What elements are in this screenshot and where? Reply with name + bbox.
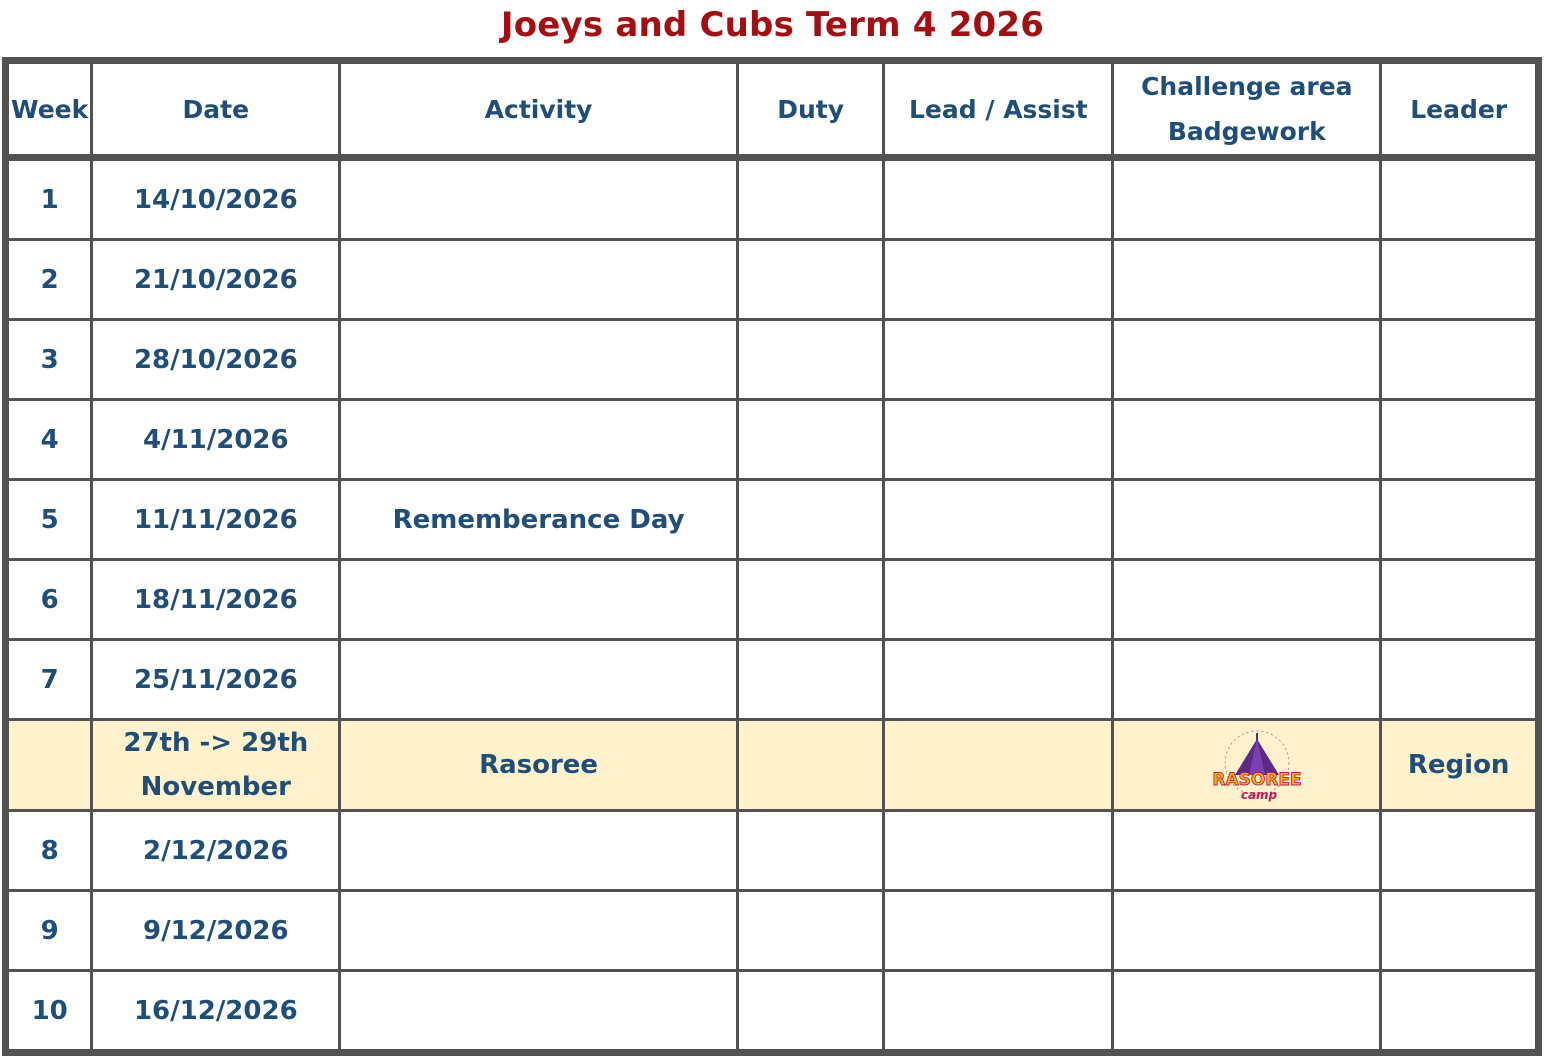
table-row (6, 400, 1539, 480)
cell-week: 9 (6, 891, 92, 971)
cell-challenge (1113, 811, 1381, 891)
cell-lead-assist (884, 971, 1113, 1053)
column-header-activity: Activity (340, 61, 738, 158)
cell-activity (340, 320, 738, 400)
cell-challenge (1113, 560, 1381, 640)
cell-challenge (1113, 480, 1381, 560)
cell-leader (1381, 400, 1539, 480)
cell-lead-assist (884, 811, 1113, 891)
cell-date: 18/11/2026 (92, 560, 340, 640)
cell-challenge (1113, 400, 1381, 480)
cell-week: 1 (6, 158, 92, 240)
cell-challenge (1113, 320, 1381, 400)
cell-date: 25/11/2026 (92, 640, 340, 720)
cell-leader (1381, 811, 1539, 891)
cell-lead-assist (884, 158, 1113, 240)
cell-leader (1381, 320, 1539, 400)
column-header-date: Date (92, 61, 340, 158)
cell-week: 10 (6, 971, 92, 1053)
cell-activity (340, 811, 738, 891)
cell-activity (340, 640, 738, 720)
column-header-challenge-line1: Challenge area (1141, 72, 1353, 101)
cell-leader (1381, 240, 1539, 320)
cell-activity (340, 400, 738, 480)
cell-duty (737, 400, 884, 480)
cell-lead-assist (884, 720, 1113, 811)
cell-date-line2: November (140, 772, 291, 802)
cell-duty (737, 720, 884, 811)
cell-leader (1381, 560, 1539, 640)
cell-challenge (1113, 240, 1381, 320)
cell-challenge (1113, 158, 1381, 240)
cell-challenge (1113, 971, 1381, 1053)
cell-lead-assist (884, 640, 1113, 720)
cell-activity (340, 891, 738, 971)
logo-text-line1: RASOREE (1212, 770, 1302, 790)
cell-lead-assist (884, 480, 1113, 560)
page-title: Joeys and Cubs Term 4 2026 (500, 5, 1045, 45)
cell-date: 28/10/2026 (92, 320, 340, 400)
cell-date: 16/12/2026 (92, 971, 340, 1053)
cell-duty (737, 240, 884, 320)
table-row (6, 811, 1539, 891)
table-row (6, 158, 1539, 240)
cell-week: 8 (6, 811, 92, 891)
logo-text-line2: camp (1240, 788, 1277, 802)
cell-activity: Rasoree (340, 720, 738, 811)
cell-challenge (1113, 891, 1381, 971)
cell-challenge (1113, 720, 1381, 811)
cell-lead-assist (884, 891, 1113, 971)
column-header-challenge-line2: Badgework (1167, 117, 1326, 146)
rasoree-camp-logo (1211, 725, 1303, 805)
cell-leader (1381, 971, 1539, 1053)
cell-leader: Region (1381, 720, 1539, 811)
term-schedule-table (2, 57, 1542, 1056)
cell-duty (737, 640, 884, 720)
cell-challenge (1113, 640, 1381, 720)
cell-lead-assist (884, 400, 1113, 480)
cell-duty (737, 891, 884, 971)
table-row (6, 640, 1539, 720)
cell-activity (340, 240, 738, 320)
table-row (6, 320, 1539, 400)
cell-leader (1381, 158, 1539, 240)
column-header-week: Week (6, 61, 92, 158)
cell-duty (737, 811, 884, 891)
cell-week: 3 (6, 320, 92, 400)
cell-week (6, 720, 92, 811)
cell-week: 2 (6, 240, 92, 320)
header-row (6, 61, 1539, 158)
cell-activity (340, 971, 738, 1053)
cell-duty (737, 560, 884, 640)
cell-date: 21/10/2026 (92, 240, 340, 320)
cell-week: 4 (6, 400, 92, 480)
cell-date-line1: 27th -> 29th (123, 728, 309, 758)
cell-date: 11/11/2026 (92, 480, 340, 560)
column-header-lead-assist: Lead / Assist (884, 61, 1113, 158)
table-row (6, 891, 1539, 971)
cell-duty (737, 971, 884, 1053)
cell-activity (340, 158, 738, 240)
cell-lead-assist (884, 320, 1113, 400)
table-row (6, 560, 1539, 640)
cell-week: 7 (6, 640, 92, 720)
column-header-leader: Leader (1381, 61, 1539, 158)
cell-date: 9/12/2026 (92, 891, 340, 971)
cell-duty (737, 480, 884, 560)
cell-duty (737, 320, 884, 400)
cell-lead-assist (884, 240, 1113, 320)
column-header-challenge-area (1113, 61, 1381, 158)
cell-date: 14/10/2026 (92, 158, 340, 240)
column-header-duty: Duty (737, 61, 884, 158)
cell-date: 2/12/2026 (92, 811, 340, 891)
cell-leader (1381, 640, 1539, 720)
cell-date (92, 720, 340, 811)
cell-leader (1381, 480, 1539, 560)
cell-activity (340, 560, 738, 640)
cell-week: 6 (6, 560, 92, 640)
cell-leader (1381, 891, 1539, 971)
cell-week: 5 (6, 480, 92, 560)
cell-duty (737, 158, 884, 240)
cell-activity: Rememberance Day (340, 480, 738, 560)
cell-lead-assist (884, 560, 1113, 640)
table-row (6, 971, 1539, 1053)
table-row (6, 240, 1539, 320)
table-row (6, 480, 1539, 560)
cell-date: 4/11/2026 (92, 400, 340, 480)
table-row-rasoree-event (6, 720, 1539, 811)
